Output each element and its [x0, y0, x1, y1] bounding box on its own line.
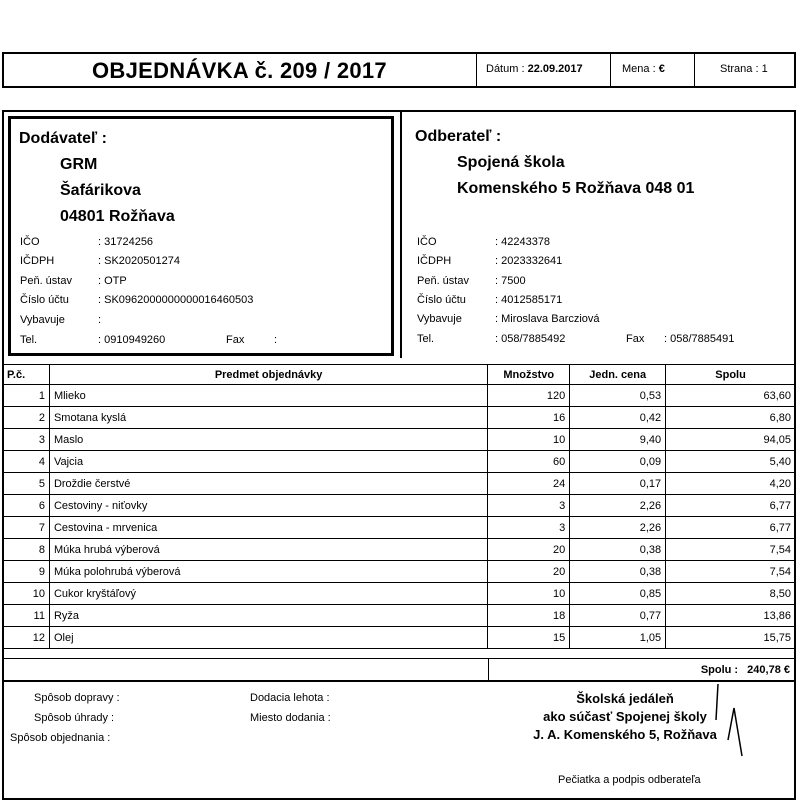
customer-bank-value: : 7500: [495, 275, 526, 287]
customer-bank-label: Peň. ústav: [417, 275, 469, 287]
cell-quantity: 20: [488, 561, 570, 583]
supplier-account-label: Číslo účtu: [20, 294, 69, 306]
cell-unit-price: 0,53: [570, 385, 666, 407]
cell-total: 13,86: [666, 605, 796, 627]
total-field: [701, 664, 790, 676]
cell-item: Cukor kryštáľový: [49, 583, 487, 605]
cell-total: 15,75: [666, 627, 796, 649]
table-row: [3, 429, 796, 451]
cell-number: 3: [3, 429, 50, 451]
signature-label: Pečiatka a podpis odberateľa: [558, 774, 701, 786]
total-row-divider: [488, 658, 489, 682]
order-method-label: Spôsob objednania :: [10, 732, 111, 744]
table-row: [3, 517, 796, 539]
table-row: [3, 385, 796, 407]
total-label: Spolu :: [700, 664, 739, 676]
stamp-line-3: J. A. Komenského 5, Rožňava: [533, 727, 717, 742]
customer-fax-label: Fax: [626, 333, 645, 345]
date-field: [486, 63, 583, 75]
cell-total: 4,20: [666, 473, 796, 495]
currency-value: €: [658, 63, 665, 75]
cell-item: Smotana kyslá: [49, 407, 487, 429]
cell-item: Ryža: [49, 605, 487, 627]
cell-item: Maslo: [49, 429, 487, 451]
supplier-street: Šafárikova: [60, 182, 141, 199]
customer-account-label: Číslo účtu: [417, 294, 466, 306]
cell-quantity: 10: [488, 583, 570, 605]
customer-icdph-label: IČDPH: [417, 255, 452, 267]
delivery-deadline-label: Dodacia lehota :: [250, 692, 330, 704]
page-cell: [694, 53, 696, 87]
stamp-line-1: Školská jedáleň: [576, 691, 674, 706]
table-header-row: [3, 365, 796, 385]
table-row: [3, 583, 796, 605]
supplier-ico-value: : 31724256: [98, 236, 154, 248]
supplier-name: GRM: [60, 156, 98, 173]
cell-number: 5: [3, 473, 50, 495]
customer-handler-label: Vybavuje: [417, 313, 462, 325]
cell-unit-price: 2,26: [570, 517, 666, 539]
cell-item: Vajcia: [49, 451, 487, 473]
customer-tel-value: : 058/7885492: [495, 333, 566, 345]
cell-item: Mlieko: [49, 385, 487, 407]
supplier-fax-label: Fax: [226, 334, 245, 346]
cell-quantity: 20: [488, 539, 570, 561]
cell-total: 7,54: [666, 539, 796, 561]
table-row: [3, 473, 796, 495]
cell-item: Droždie čerstvé: [49, 473, 487, 495]
cell-number: 10: [3, 583, 50, 605]
cell-quantity: 10: [488, 429, 570, 451]
cell-number: 2: [3, 407, 50, 429]
total-row-frame: [2, 658, 796, 682]
table-row: [3, 495, 796, 517]
customer-name: Spojená škola: [457, 154, 565, 171]
customer-handler-value: : Miroslava Barcziová: [495, 313, 600, 325]
cell-number: 1: [3, 385, 50, 407]
date-value: 22.09.2017: [527, 63, 583, 75]
supplier-tel-label: Tel.: [20, 334, 38, 346]
cell-quantity: 15: [488, 627, 570, 649]
cell-unit-price: 0,42: [570, 407, 666, 429]
cell-item: Olej: [49, 627, 487, 649]
table-row: [3, 451, 796, 473]
supplier-handler-value: :: [98, 314, 102, 326]
cell-total: 8,50: [666, 583, 796, 605]
table-row: [3, 561, 796, 583]
cell-total: 6,77: [666, 495, 796, 517]
cell-unit-price: 0,85: [570, 583, 666, 605]
delivery-place-label: Miesto dodania :: [250, 712, 331, 724]
supplier-icdph-value: : SK2020501274: [98, 255, 180, 267]
stamp-line-2: ako súčasť Spojenej školy: [543, 709, 707, 724]
supplier-tel-value: : 0910949260: [98, 334, 166, 346]
cell-total: 7,54: [666, 561, 796, 583]
cell-unit-price: 0,38: [570, 539, 666, 561]
customer-ico-value: : 42243378: [495, 236, 551, 248]
page-value: 1: [761, 63, 768, 75]
col-header-total: Spolu: [666, 365, 796, 385]
cell-quantity: 60: [488, 451, 570, 473]
customer-ico-label: IČO: [417, 236, 437, 248]
cell-quantity: 16: [488, 407, 570, 429]
cell-total: 94,05: [666, 429, 796, 451]
cell-unit-price: 0,17: [570, 473, 666, 495]
cell-total: 6,77: [666, 517, 796, 539]
cell-item: Múka polohrubá výberová: [49, 561, 487, 583]
cell-number: 8: [3, 539, 50, 561]
cell-unit-price: 9,40: [570, 429, 666, 451]
cell-item: Cestoviny - niťovky: [49, 495, 487, 517]
cell-number: 6: [3, 495, 50, 517]
cell-quantity: 18: [488, 605, 570, 627]
document-title: OBJEDNÁVKA č. 209 / 2017: [92, 58, 387, 83]
table-row: [3, 627, 796, 649]
supplier-fax-value: :: [274, 334, 278, 346]
supplier-bank-label: Peň. ústav: [20, 275, 72, 287]
col-header-quantity: Množstvo: [488, 365, 570, 385]
customer-fax-value: : 058/7885491: [664, 333, 735, 345]
cell-quantity: 120: [488, 385, 570, 407]
cell-total: 5,40: [666, 451, 796, 473]
supplier-account-value: : SK0962000000000016460503: [98, 294, 254, 306]
items-table: [2, 364, 796, 649]
cell-unit-price: 2,26: [570, 495, 666, 517]
cell-item: Múka hrubá výberová: [49, 539, 487, 561]
supplier-box: [8, 116, 394, 356]
customer-account-value: : 4012585171: [495, 294, 563, 306]
page-label: Strana :: [720, 63, 759, 75]
currency-field: [622, 63, 665, 75]
payment-method-label: Spôsob úhrady :: [34, 712, 115, 724]
cell-item: Cestovina - mrvenica: [49, 517, 487, 539]
cell-unit-price: 0,77: [570, 605, 666, 627]
cell-number: 12: [3, 627, 50, 649]
col-header-item: Predmet objednávky: [49, 365, 487, 385]
cell-quantity: 3: [488, 517, 570, 539]
customer-tel-label: Tel.: [417, 333, 435, 345]
supplier-bank-value: : OTP: [98, 275, 127, 287]
customer-icdph-value: : 2023332641: [495, 255, 563, 267]
cell-total: 6,80: [666, 407, 796, 429]
customer-address: Komenského 5 Rožňava 048 01: [457, 180, 695, 197]
transport-method-label: Spôsob dopravy :: [34, 692, 120, 704]
table-row: [3, 407, 796, 429]
currency-label: Mena :: [622, 63, 656, 75]
supplier-handler-label: Vybavuje: [20, 314, 65, 326]
supplier-city: 04801 Rožňava: [60, 208, 175, 225]
signature-mark: [700, 680, 750, 760]
cell-unit-price: 0,38: [570, 561, 666, 583]
cell-unit-price: 1,05: [570, 627, 666, 649]
table-row: [3, 605, 796, 627]
supplier-icdph-label: IČDPH: [20, 255, 55, 267]
col-header-unit-price: Jedn. cena: [570, 365, 666, 385]
cell-number: 7: [3, 517, 50, 539]
customer-heading: Odberateľ :: [415, 128, 502, 145]
cell-number: 9: [3, 561, 50, 583]
cell-number: 11: [3, 605, 50, 627]
total-value: 240,78 €: [747, 664, 790, 676]
date-label: Dátum :: [486, 63, 525, 75]
cell-total: 63,60: [666, 385, 796, 407]
col-header-number: P.č.: [3, 365, 50, 385]
cell-quantity: 24: [488, 473, 570, 495]
cell-quantity: 3: [488, 495, 570, 517]
supplier-ico-label: IČO: [20, 236, 40, 248]
cell-number: 4: [3, 451, 50, 473]
table-row: [3, 539, 796, 561]
cell-unit-price: 0,09: [570, 451, 666, 473]
page-field: [720, 63, 768, 75]
supplier-heading: Dodávateľ :: [19, 130, 107, 147]
